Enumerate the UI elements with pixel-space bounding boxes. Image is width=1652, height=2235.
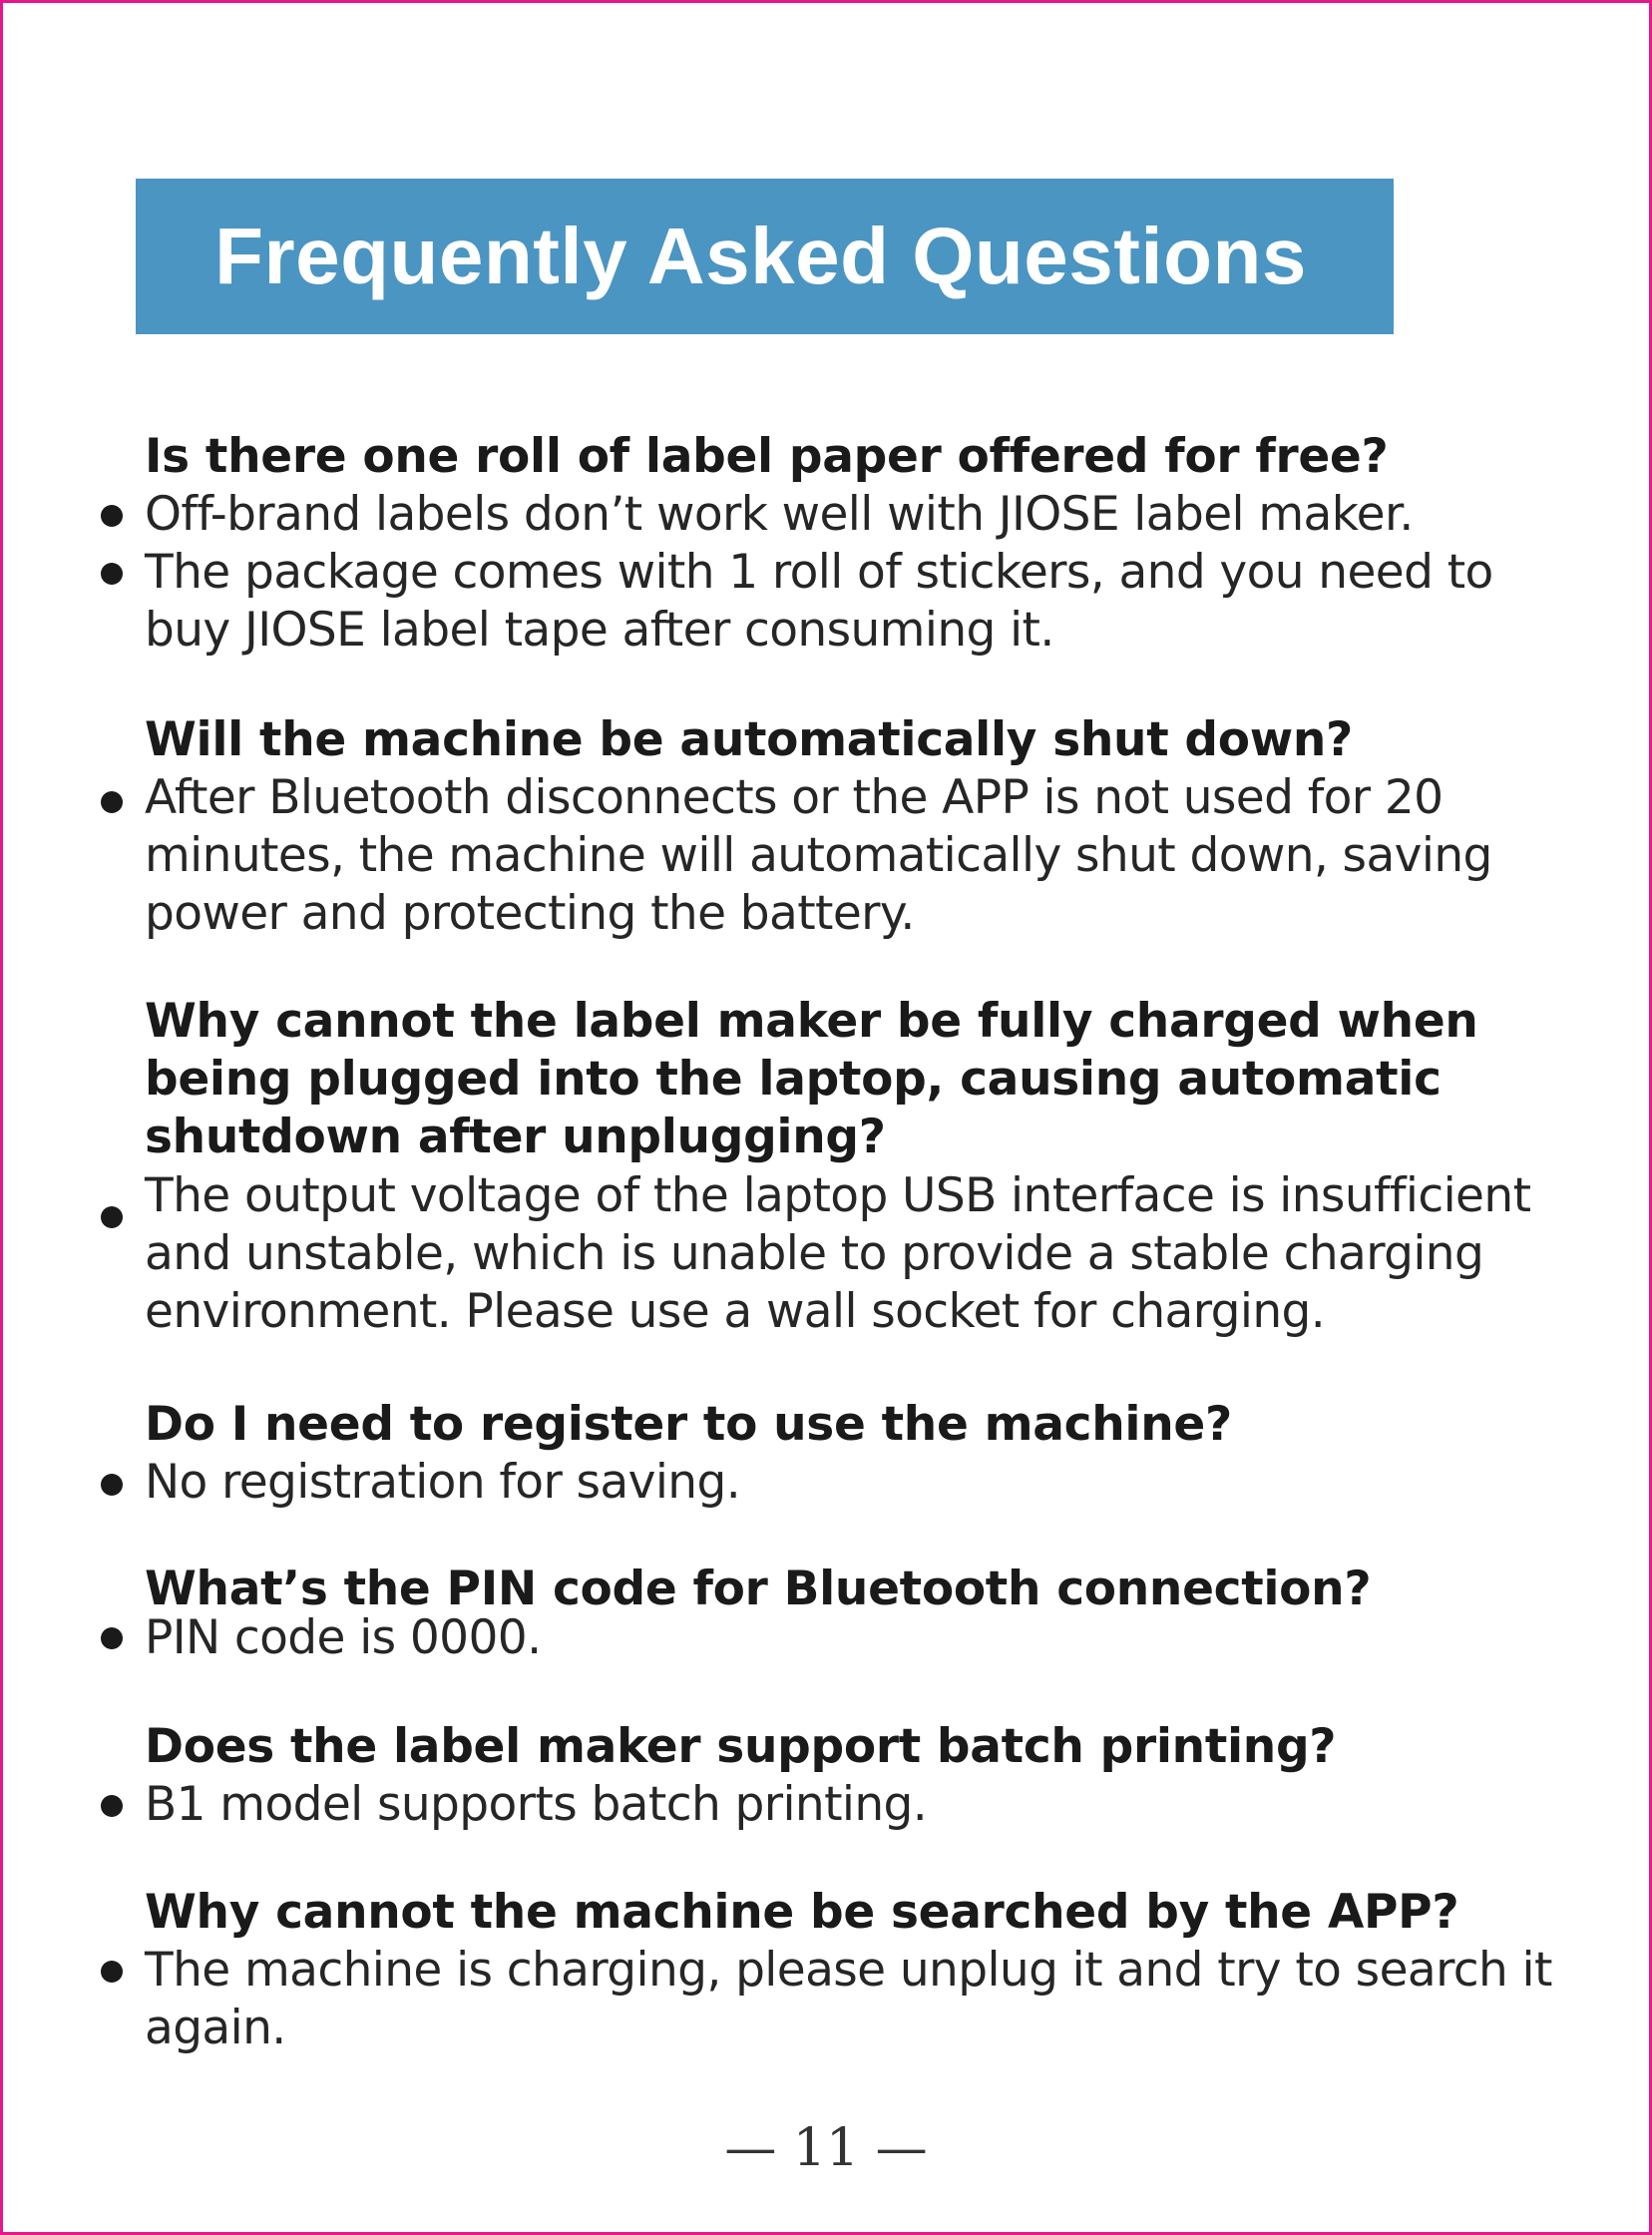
faq-answer: The package comes with 1 roll of stickers, and you need to buy JIOSE label tape after consuming it. <box>145 545 1493 658</box>
page-number: — 11 — <box>724 2118 928 2178</box>
faq-answer: The machine is charging, please unplug it and try to search it again. <box>145 1943 1552 2055</box>
bullet-icon <box>101 1961 123 1983</box>
faq-answer: Off-brand labels don’t work well with JIOSE label maker. <box>145 487 1414 542</box>
bullet-icon <box>101 791 123 813</box>
bullet-icon <box>101 505 123 527</box>
faq-answer: No registration for saving. <box>145 1455 741 1510</box>
faq-question: Why cannot the machine be searched by the APP? <box>145 1885 1459 1940</box>
page-title: Frequently Asked Questions <box>214 212 1307 300</box>
faq-question: Does the label maker support batch printing? <box>145 1719 1337 1774</box>
faq-question: Is there one roll of label paper offered for free? <box>145 429 1389 484</box>
bullet-icon <box>101 1206 123 1228</box>
bullet-icon <box>101 1627 123 1649</box>
faq-banner <box>136 179 1394 334</box>
bullet-icon <box>101 1795 123 1817</box>
faq-question: What’s the PIN code for Bluetooth connection? <box>145 1562 1372 1616</box>
faq-question: Will the machine be automatically shut down? <box>145 712 1354 767</box>
faq-answer: The output voltage of the laptop USB interface is insufficient and unstable, which is unable to provide a stable charging environment. Please use a wall socket for charging. <box>145 1168 1531 1339</box>
bullet-icon <box>101 563 123 585</box>
faq-question: Do I need to register to use the machine? <box>145 1397 1232 1452</box>
faq-answer: B1 model supports batch printing. <box>145 1777 928 1832</box>
faq-question: Why cannot the label maker be fully charged when being plugged into the laptop, causing automatic shutdown after unplugging? <box>145 994 1478 1164</box>
faq-answer: After Bluetooth disconnects or the APP is not used for 20 minutes, the machine will automatically shut down, saving power and protecting the battery. <box>145 770 1492 941</box>
faq-answer: PIN code is 0000. <box>145 1610 542 1665</box>
bullet-icon <box>101 1474 123 1496</box>
